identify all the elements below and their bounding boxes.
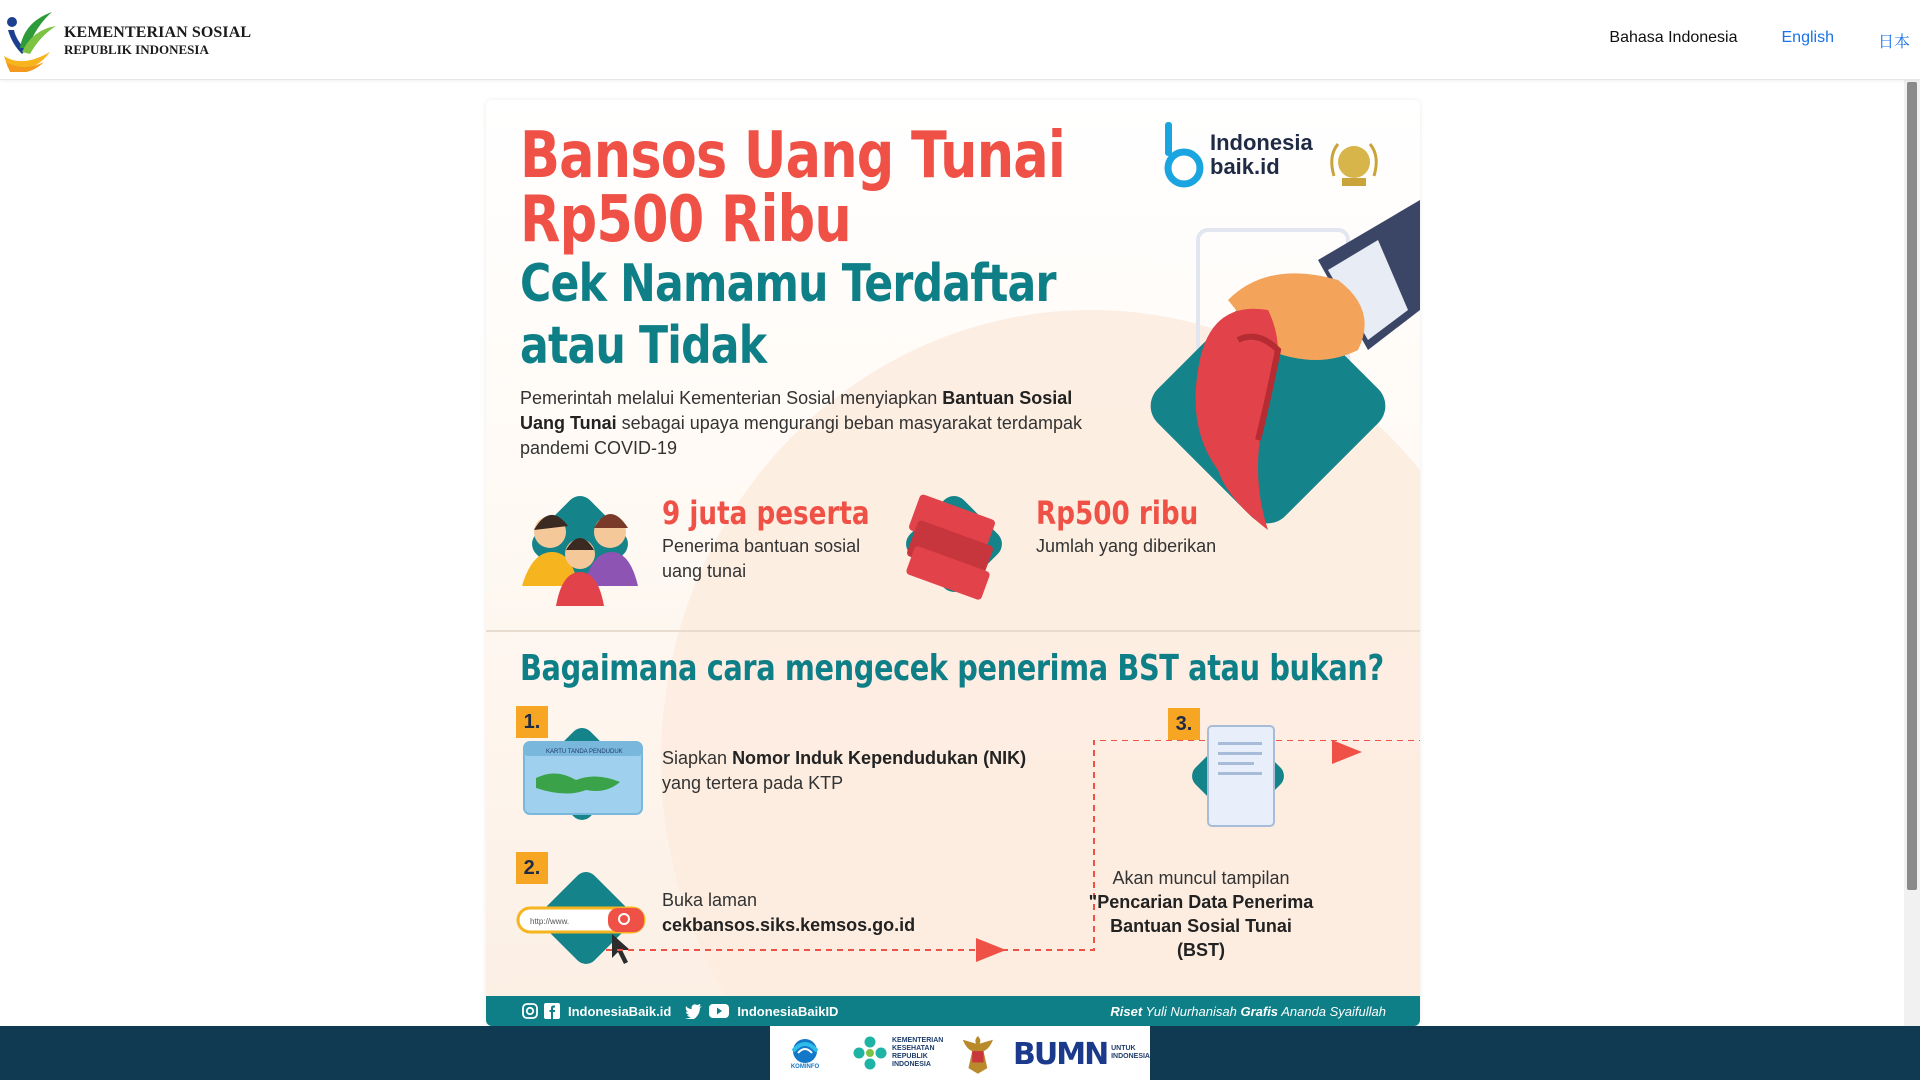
step1-text-pre: Siapkan: [662, 748, 733, 768]
subtitle-line1: Cek Namamu Terdaftar: [520, 254, 1056, 314]
language-switcher: [1609, 29, 1920, 52]
infographic-footer: [486, 996, 1420, 1026]
credit-riset-label: Riset: [1110, 1003, 1143, 1019]
bumn-label: [1111, 1045, 1150, 1061]
stat-amount-desc: Jumlah yang diberikan: [1036, 536, 1217, 556]
step2-url-text: cekbansos.siks.kemsos.go.id: [662, 915, 916, 935]
step3-badge: 3.: [1168, 708, 1200, 740]
bumn-label-line1: UNTUK: [1111, 1045, 1136, 1052]
brand-word1: Indonesia: [1210, 130, 1313, 155]
title-line2: Rp500 Ribu: [520, 183, 851, 257]
page-scrollbar[interactable]: [1904, 80, 1920, 1026]
bumn-logo: [1013, 1038, 1150, 1068]
kominfo-logo: [788, 1035, 822, 1071]
kemensos-logo-icon: [2, 8, 58, 72]
kemenkes-label-line4: INDONESIA: [892, 1061, 931, 1068]
scrollbar-thumb[interactable]: [1907, 82, 1917, 890]
money-icon: [888, 476, 1018, 612]
kemenkes-label-line3: REPUBLIK: [892, 1053, 928, 1060]
stat-participants-desc-line1: Penerima bantuan sosial: [662, 536, 861, 556]
instagram-icon: [522, 1003, 538, 1019]
award-icon: [1326, 136, 1382, 192]
brand-home-link[interactable]: [2, 8, 251, 72]
lang-bahasa-indonesia-link[interactable]: Bahasa Indonesia: [1609, 29, 1738, 46]
partner-logos: [770, 1026, 1150, 1080]
howto-heading: Bagaimana cara mengecek penerima BST atau bukan?: [520, 648, 1384, 689]
stat-participants-desc: [662, 534, 860, 584]
indonesiabaik-brand: [1162, 122, 1313, 188]
kemenkes-logo: [852, 1035, 943, 1071]
step2-text-line1: Buka laman: [662, 890, 758, 910]
footer-handle-website: IndonesiaBaik.id: [568, 1003, 672, 1019]
org-name-line1: KEMENTERIAN SOSIAL: [64, 23, 252, 41]
kemenkes-label-line2: KESEHATAN: [892, 1045, 935, 1052]
intro-text-bold: Bantuan Sosial Uang Tunai: [520, 388, 1073, 433]
step3-text-line1: Akan muncul tampilan: [1112, 868, 1290, 888]
footer-handle-social: IndonesiaBaikID: [737, 1003, 839, 1019]
step3-text-line2: "Pencarian Data Penerima: [1088, 892, 1314, 912]
section-divider: [486, 630, 1420, 632]
indonesiabaik-logo-icon: [1162, 122, 1204, 188]
stat-participants-desc-line2: uang tunai: [662, 561, 747, 581]
lang-japanese-link[interactable]: 日本: [1877, 34, 1910, 51]
step1-badge: 1.: [516, 706, 548, 738]
partner-logos-band: [0, 1026, 1920, 1080]
title-line1: Bansos Uang Tunai: [520, 119, 1066, 193]
intro-text-pre: Pemerintah melalui Kementerian Sosial menyiapkan: [520, 388, 943, 408]
step1-text-bold: Nomor Induk Kependudukan (NIK): [732, 748, 1027, 768]
bumn-label-line2: INDONESIA: [1111, 1053, 1150, 1060]
step1-text-post: yang tertera pada KTP: [662, 773, 844, 793]
intro-paragraph: [520, 386, 1120, 461]
kominfo-logo-icon: [788, 1035, 822, 1063]
bumn-wordmark: BUMN: [1013, 1038, 1108, 1068]
youtube-icon: [709, 1004, 729, 1018]
kemenkes-logo-icon: [852, 1035, 888, 1071]
credit-grafis-label: Grafis: [1240, 1003, 1279, 1019]
footer-credits: [1110, 1004, 1386, 1019]
garuda-icon: [959, 1031, 997, 1075]
org-name-line2: REPUBLIK INDONESIA: [64, 41, 209, 57]
brand-word2: baik.id: [1210, 154, 1280, 179]
credit-riset-name: Yuli Nurhanisah: [1145, 1003, 1237, 1019]
intro-text-post: sebagai upaya mengurangi beban masyarakat terdampak pandemi COVID-19: [520, 413, 1082, 458]
step2-badge: 2.: [516, 852, 548, 884]
site-header: [0, 0, 1920, 80]
document-icon: [1168, 706, 1308, 846]
lang-english-link[interactable]: English: [1781, 29, 1834, 46]
stat-participants-value: 9 juta peserta: [662, 494, 870, 532]
stat-amount-value: Rp500 ribu: [1036, 494, 1199, 532]
step3-text-line3: Bantuan Sosial Tunai (BST): [1110, 916, 1292, 960]
credit-grafis-name: Ananda Syaifullah: [1281, 1003, 1386, 1019]
subtitle-line2: atau Tidak: [520, 316, 767, 376]
brand-name: [64, 23, 251, 58]
people-icon: [512, 476, 648, 612]
twitter-icon: [685, 1003, 703, 1019]
bumn-logo-icon: [1013, 1038, 1109, 1068]
ktp-card-label: KARTU TANDA PENDUDUK: [546, 749, 623, 755]
kominfo-label: KOMINFO: [790, 1064, 820, 1070]
facebook-icon: [544, 1003, 560, 1019]
step3-text: [1086, 866, 1316, 962]
kemenkes-label: [892, 1037, 943, 1069]
url-placeholder-text: http://www.: [530, 917, 570, 926]
kemenkes-label-line1: KEMENTERIAN: [892, 1037, 944, 1044]
bansos-infographic: [486, 100, 1420, 1026]
